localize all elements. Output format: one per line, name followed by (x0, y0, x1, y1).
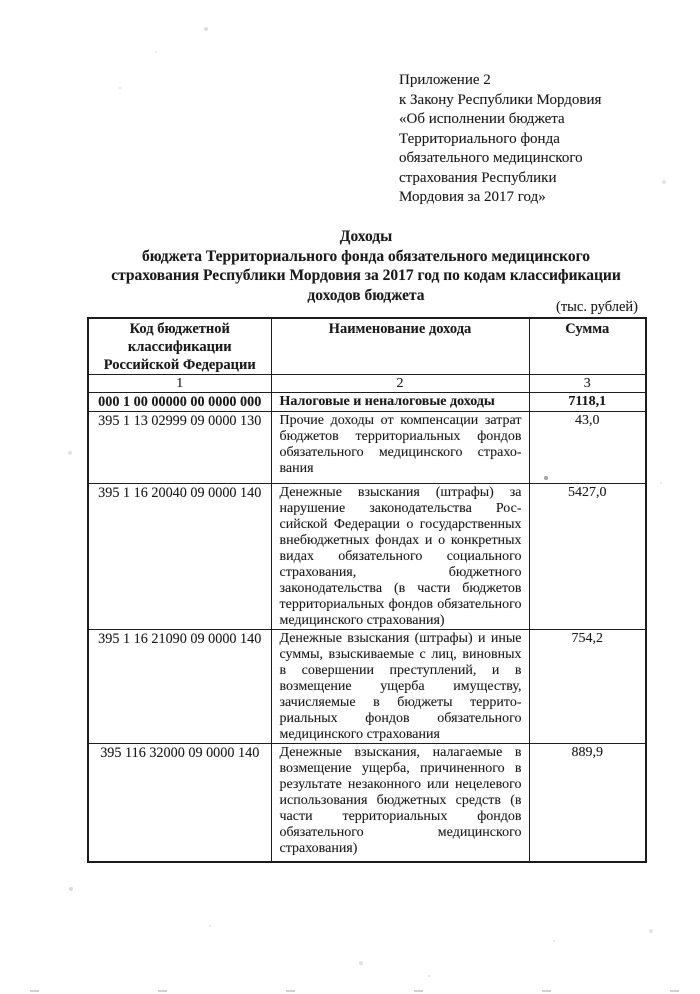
income-name: Налоговые и неналоговые доходы (271, 393, 529, 412)
appendix-line: «Об исполнении бюджета (399, 111, 565, 127)
page-title (56, 227, 676, 305)
budget-code: 000 1 00 00000 00 0000 000 (88, 393, 271, 412)
appendix-line: обязательного медицинского (399, 150, 583, 166)
table-row (88, 630, 646, 744)
appendix-line: Приложение 2 (399, 72, 491, 88)
scan-bottom-edge-marks (30, 990, 690, 992)
budget-incomes-table (87, 317, 647, 863)
appendix-line: Территориального фонда (399, 130, 560, 147)
page-title-line: бюджета Территориального фонда обязательного медицинского (142, 247, 590, 265)
table-row (88, 484, 646, 630)
budget-code: 395 116 32000 09 0000 140 (88, 744, 271, 862)
page-title-line: страхования Республики Мордовия за 2017 год по кодам классификации (111, 267, 621, 284)
scan-noise-specks (0, 0, 2, 2)
budget-code: 395 1 16 21090 09 0000 140 (88, 630, 271, 744)
income-amount: 889,9 (529, 744, 646, 862)
appendix-line: к Закону Республики Мордовия (399, 91, 602, 108)
budget-code: 395 1 13 02999 09 0000 130 (88, 412, 271, 484)
income-name: Денежные взыскания, налагаемые в возмещение ущерба, причиненного в результате незаконного или нецелевого использования бюджетных средств (в части территориальных фондов обязательного медицинского страхования) (271, 744, 529, 862)
page-title-line: Доходы (339, 228, 393, 245)
column-number: 2 (271, 375, 529, 393)
header-amount-column: Сумма (529, 318, 646, 375)
column-number-row (88, 375, 646, 393)
table-row-total (88, 393, 646, 412)
income-name: Денежные взыскания (штрафы) и иные суммы, взыскиваемые с лиц, виновных в совершении преступлений, и в возмещение ущерба имуществу, зачисляемые в бюджеты территориальных фондов обязательного медицинского страхования (271, 630, 529, 744)
appendix-line: Мордовия за 2017 год» (399, 189, 546, 205)
budget-code: 395 1 16 20040 09 0000 140 (88, 484, 271, 630)
column-number: 3 (529, 375, 646, 393)
page-title-line: доходов бюджета (307, 286, 425, 304)
table-row (88, 744, 646, 862)
income-amount: 43,0 (529, 412, 646, 484)
income-amount: 5427,0 (529, 484, 646, 630)
appendix-line: страхования Республики (399, 169, 557, 186)
table-row (88, 412, 646, 484)
income-amount: 7118,1 (529, 393, 646, 412)
units-note: (тыс. рублей) (556, 299, 638, 315)
income-name: Прочие доходы от компенсации затрат бюджетов территориальных фондов обязательного медицинского страхования (271, 412, 529, 484)
header-code-column: Код бюджетной классификации Российской Федерации (88, 318, 271, 375)
appendix-reference-block (399, 71, 669, 208)
header-name-column: Наименование дохода (271, 318, 529, 375)
income-name: Денежные взыскания (штрафы) за нарушение законодательства Российской Федерации о государственных внебюджетных фондах и о конкретных видах обязательного социального страхования, бюджетного законодательства (в части бюджетов территориальных фондов обязательного медицинского страхования) (271, 484, 529, 630)
table-header-row (88, 318, 646, 375)
column-number: 1 (88, 375, 271, 393)
income-amount: 754,2 (529, 630, 646, 744)
